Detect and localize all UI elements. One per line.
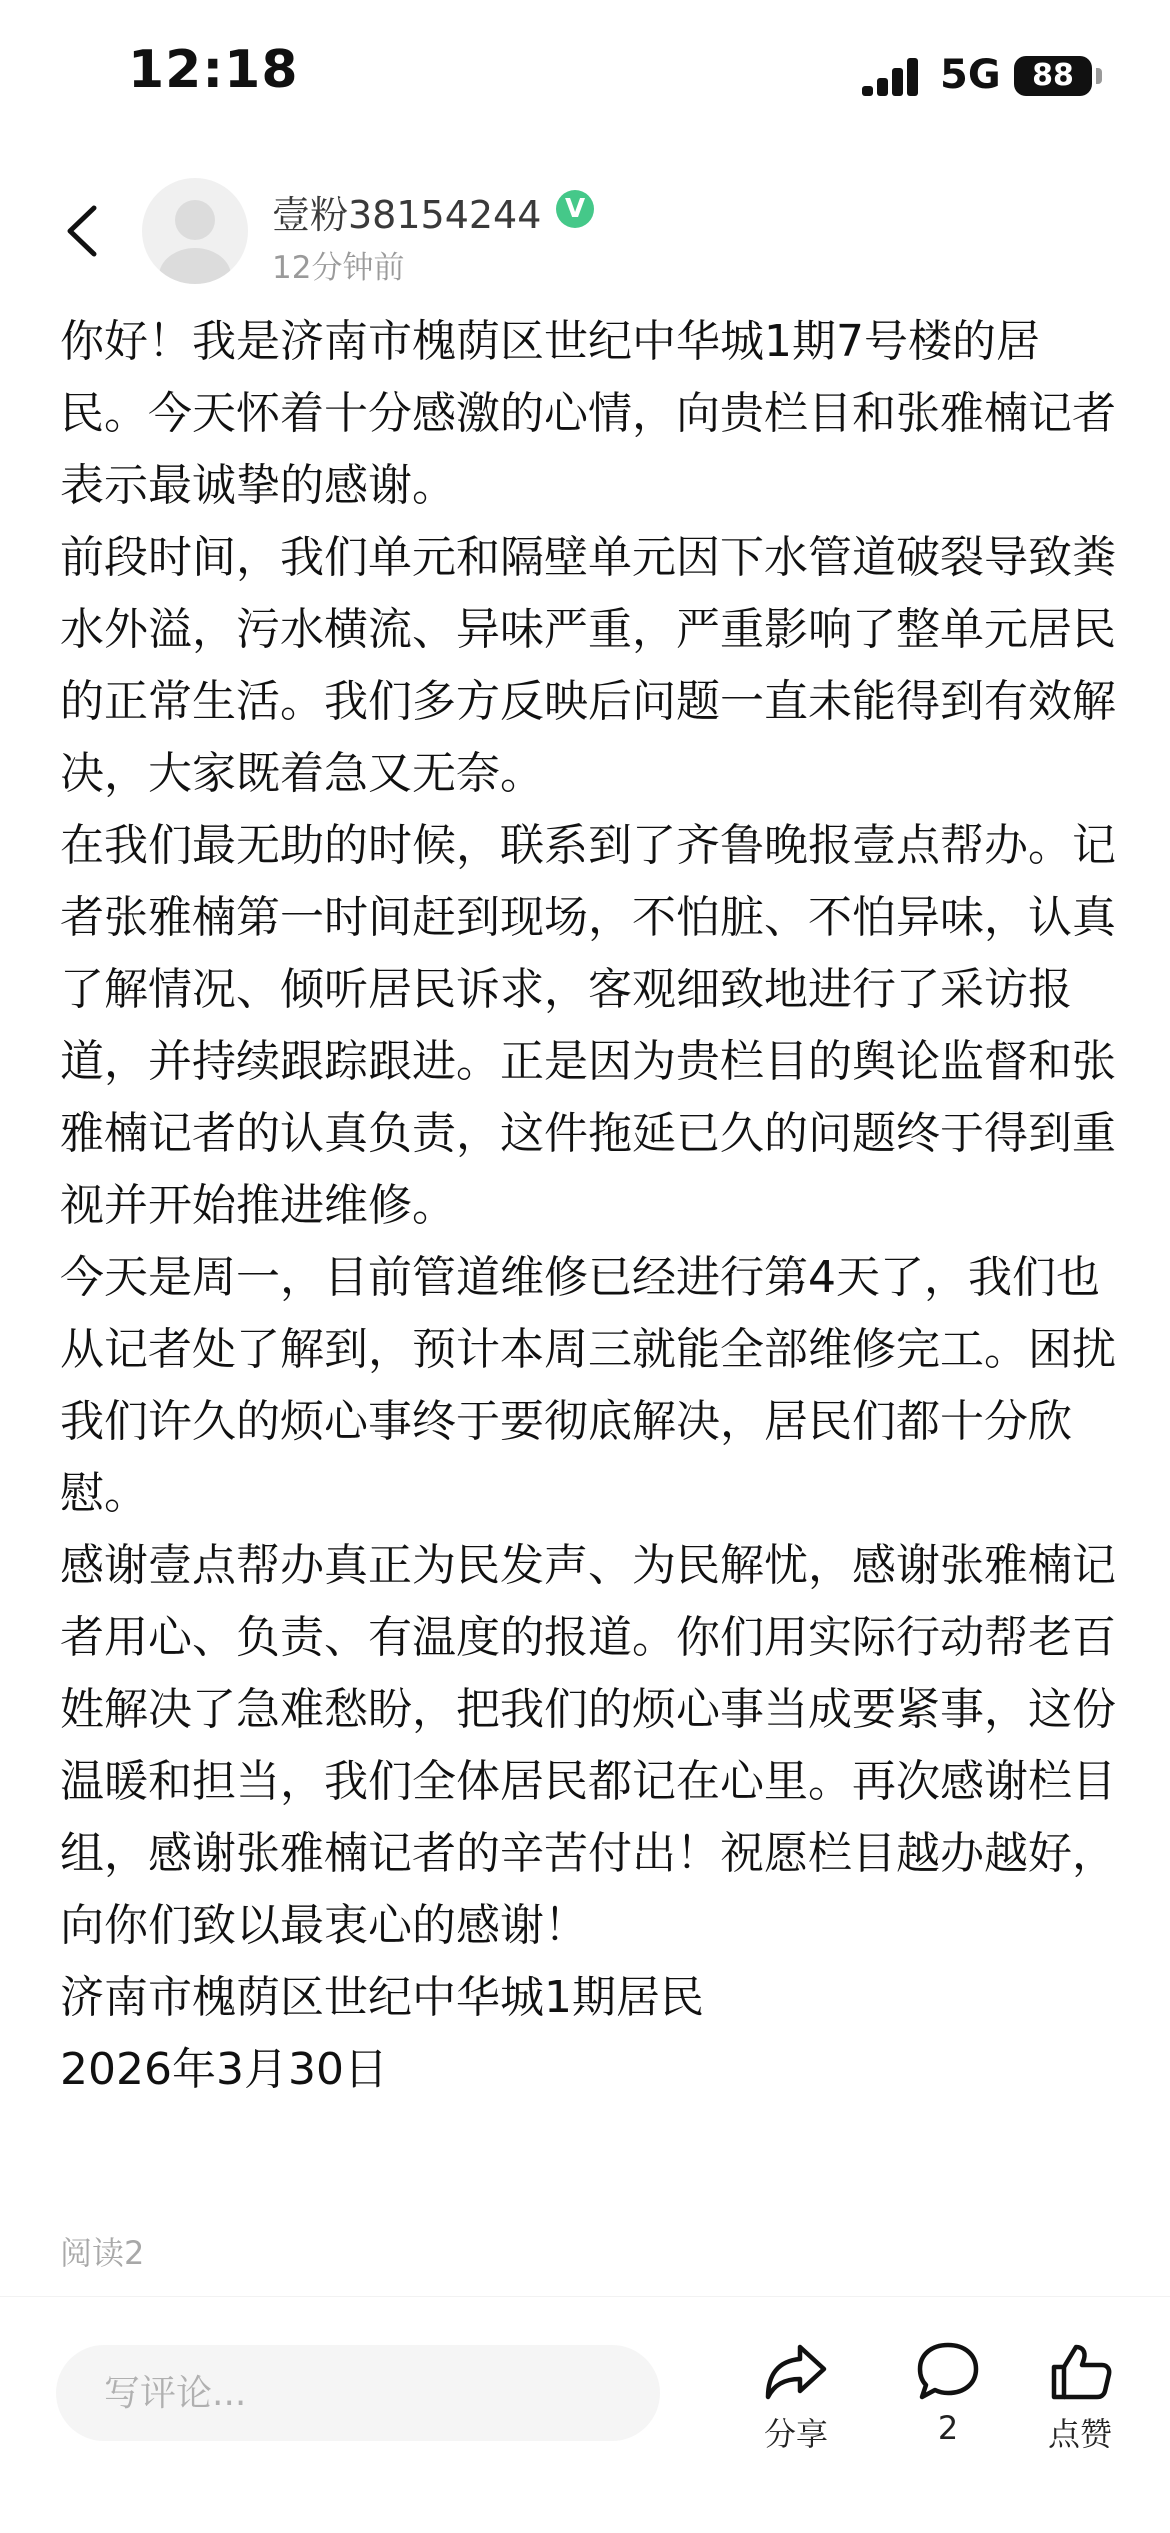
battery-level: 88 <box>1032 58 1074 93</box>
share-arrow-icon <box>762 2339 830 2403</box>
paragraph: 在我们最无助的时候，联系到了齐鲁晚报壹点帮办。记者张雅楠第一时间赶到现场，不怕脏、不怕异味，认真了解情况、倾听居民诉求，客观细致地进行了采访报道，并持续跟踪跟进。正是因为贵栏目的舆论监督和张雅楠记者的认真负责，这件拖延已久的问题终于得到重视并开始推进维修。 <box>60 820 1116 1231</box>
paragraph: 今天是周一，目前管道维修已经进行第4天了，我们也从记者处了解到，预计本周三就能全部维修完工。困扰我们许久的烦心事终于要彻底解决，居民们都十分欣慰。 <box>60 1252 1116 1519</box>
signature-line: 济南市槐荫区世纪中华城1期居民 <box>60 1972 704 2023</box>
battery-cap <box>1096 68 1102 84</box>
author-name[interactable]: 壹粉38154244 <box>272 193 542 237</box>
paragraph: 你好！我是济南市槐荫区世纪中华城1期7号楼的居民。今天怀着十分感激的心情，向贵栏目和张雅楠记者表示最诚挚的感谢。 <box>60 316 1116 511</box>
paragraph: 感谢壹点帮办真正为民发声、为民解忧，感谢张雅楠记者用心、负责、有温度的报道。你们用实际行动帮老百姓解决了急难愁盼，把我们的烦心事当成要紧事，这份温暖和担当，我们全体居民都记在心里。再次感谢栏目组，感谢张雅楠记者的辛苦付出！祝愿栏目越办越好，向你们致以最衷心的感谢！ <box>60 1540 1116 1951</box>
comment-button[interactable] <box>888 2339 1008 2479</box>
default-user-icon <box>142 178 248 284</box>
chevron-left-icon <box>50 196 120 266</box>
post-time: 12分钟前 <box>272 250 405 286</box>
cellular-signal-icon <box>862 56 926 96</box>
comment-input[interactable] <box>56 2345 660 2441</box>
status-bar <box>0 0 1170 150</box>
share-label: 分享 <box>763 2415 828 2453</box>
status-time: 12:18 <box>128 40 299 100</box>
bottom-action-bar <box>0 2296 1170 2533</box>
signature-date: 2026年3月30日 <box>60 2044 388 2095</box>
battery-icon <box>1014 56 1092 96</box>
network-type: 5G <box>940 52 1001 98</box>
avatar[interactable] <box>142 178 248 284</box>
post-header <box>0 170 1170 300</box>
post-content <box>60 306 1120 2106</box>
thumbs-up-icon <box>1046 2339 1114 2403</box>
paragraph: 前段时间，我们单元和隔壁单元因下水管道破裂导致粪水外溢，污水横流、异味严重，严重影响了整单元居民的正常生活。我们多方反映后问题一直未能得到有效解决，大家既着急又无奈。 <box>60 532 1116 799</box>
comment-count: 2 <box>937 2409 959 2447</box>
verified-badge: V <box>556 190 594 228</box>
share-button[interactable] <box>736 2339 856 2479</box>
read-count: 阅读2 <box>60 2234 145 2272</box>
like-button[interactable] <box>1020 2339 1140 2479</box>
like-label: 点赞 <box>1047 2415 1112 2453</box>
back-button[interactable] <box>50 196 120 266</box>
speech-bubble-icon <box>914 2339 982 2403</box>
